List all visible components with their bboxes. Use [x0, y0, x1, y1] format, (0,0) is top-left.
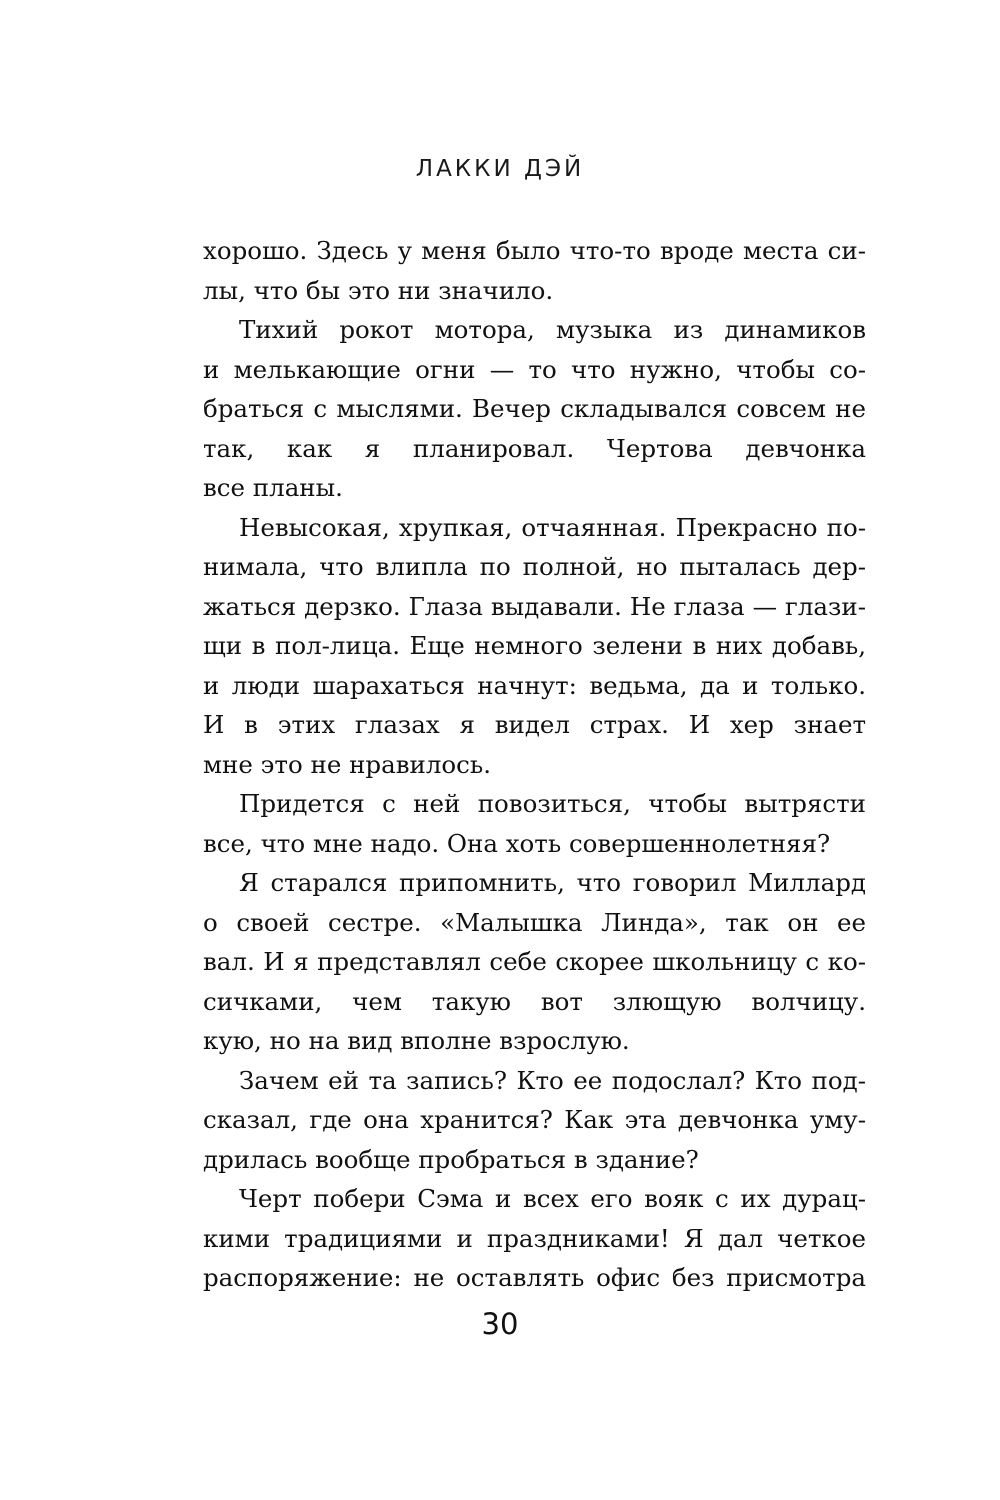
text-line: дрилась вообще пробраться в здание? [203, 1144, 699, 1174]
text-line: кую, но на вид вполне взрослую. [203, 1026, 630, 1055]
text-line: все, что мне надо. Она хоть совершеннолетняя? [203, 828, 831, 858]
page-number: 30 [481, 1307, 519, 1341]
text-line: щи в пол-лица. Еще немного зелени в них добавь, [203, 631, 866, 660]
text-line: нимала, что влипла по полной, но пыталась дер- [203, 552, 866, 581]
text-line: жаться дерзко. Глаза выдавали. Не глаза — глази- [203, 591, 866, 621]
text-line: Я старался припомнить, что говорил Миллард [239, 868, 866, 897]
text-line: браться с мыслями. Вечер складывался совсем не [203, 394, 866, 423]
running-head: ЛАККИ ДЭЙ [415, 156, 585, 182]
text-line: Придется с ней повозиться, чтобы вытрясти [239, 789, 866, 818]
text-line: распоряжение: не оставлять офис без присмотра [203, 1263, 866, 1292]
text-line: вал. И я представлял себе скорее школьницу с ко- [203, 947, 866, 976]
text-line: Невысокая, хрупкая, отчаянная. Прекрасно по- [239, 512, 866, 542]
body-text [203, 231, 866, 1298]
text-line: Зачем ей та запись? Кто ее подослал? Кто под- [239, 1065, 866, 1095]
text-line: И в этих глазах я видел страх. И хер знает [203, 710, 866, 739]
text-line: кими традициями и праздниками! Я дал четкое [203, 1223, 866, 1253]
text-line: мне это не нравилось. [203, 749, 492, 779]
text-line: лы, что бы это ни значило. [203, 275, 554, 305]
text-line: хорошо. Здесь у меня было что-то вроде места си- [203, 236, 866, 265]
text-line: сказал, где она хранится? Как эта девчонка уму- [203, 1105, 866, 1134]
text-line: так, как я планировал. Чертова девчонка [203, 433, 866, 463]
text-line: Тихий рокот мотора, музыка из динамиков [239, 315, 866, 344]
text-line: и мелькающие огни — то что нужно, чтобы со- [203, 354, 866, 384]
text-line: сичками, чем такую вот злющую волчицу. [203, 986, 866, 1016]
text-line: Черт побери Сэма и всех его вояк с их дурац- [239, 1184, 866, 1213]
text-line: все планы. [203, 473, 343, 502]
text-line: о своей сестре. «Малышка Линда», так он ее [203, 907, 866, 937]
text-line: и люди шарахаться начнут: ведьма, да и только. [203, 670, 866, 700]
